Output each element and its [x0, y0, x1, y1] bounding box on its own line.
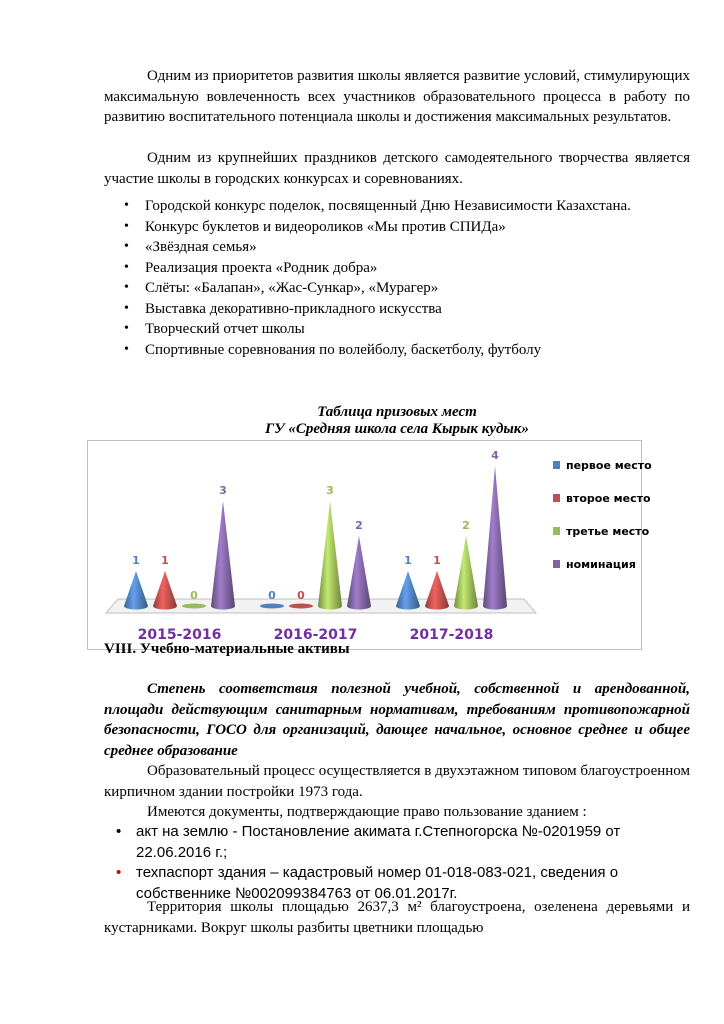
list-item: [104, 196, 690, 217]
legend-label: первое место: [566, 459, 652, 472]
documents-list: [104, 822, 690, 904]
cone-mark: [318, 501, 342, 610]
value-label: 0: [297, 589, 305, 602]
section-heading: VIII. Учебно-материальные активы: [104, 641, 350, 657]
cone-mark: [124, 571, 148, 610]
events-list: [104, 196, 690, 360]
value-label: 1: [404, 554, 412, 567]
bullet-icon: •: [124, 259, 129, 275]
list-item: [104, 340, 690, 361]
value-label: 2: [462, 519, 470, 532]
document-text: техпаспорт здания – кадастровый номер 01-018-083-021, сведения о собственнике №002099384763 от 06.01.2017г.: [136, 864, 619, 902]
cone-mark: [347, 536, 371, 610]
value-label: 0: [268, 589, 276, 602]
legend-label: третье место: [566, 525, 650, 538]
list-item: [104, 258, 690, 279]
value-label: 1: [132, 554, 140, 567]
bullet-icon: •: [124, 321, 129, 336]
event-text: Выставка декоративно-прикладного искусства: [145, 300, 442, 317]
value-label: 2: [355, 519, 363, 532]
list-item: [104, 237, 690, 258]
bullet-icon: •: [116, 864, 122, 881]
list-item: [104, 822, 690, 863]
documents-paragraph: Имеются документы, подтверждающие право пользование зданием :: [147, 804, 587, 820]
legend-swatch: [553, 527, 560, 535]
event-text: Городской конкурс поделок, посвященный Дню Независимости Казахстана.: [145, 198, 631, 214]
list-item: [104, 278, 690, 299]
legend-swatch: [553, 494, 560, 502]
intro-paragraph-1: Одним из приоритетов развития школы является развитие условий, стимулирующих максимальную вовлеченность всех участников образовательного процесса в работу по развитию воспитательного потенциала школы и достижения максимальных результатов.: [104, 68, 690, 125]
event-text: Творческий отчет школы: [145, 321, 305, 337]
bullet-icon: •: [124, 341, 129, 357]
legend-swatch: [553, 461, 560, 469]
chart-frame: [87, 440, 652, 650]
bullet-icon: •: [124, 218, 129, 234]
value-label: 3: [326, 484, 334, 497]
intro-paragraph-2: Одним из крупнейших праздников детского самодеятельного творчества является участие школы в городских конкурсах и соревнованиях.: [104, 150, 690, 187]
chart-subtitle: ГУ «Средняя школа села Кырык кудык»: [265, 421, 529, 437]
cone-mark: [182, 604, 206, 609]
bullet-icon: •: [124, 239, 129, 254]
cone-mark: [211, 501, 235, 610]
bold-paragraph: Степень соответствия полезной учебной, собственной и арендованной, площади действующим санитарным нормативам, требованиям противопожарной безопасности, ГОСО для организаций, дающее начальное, основное среднее и общее среднее образование: [104, 681, 690, 759]
event-text: «Звёздная семья»: [145, 239, 257, 255]
chart-title: Таблица призовых мест: [317, 404, 477, 420]
value-label: 1: [433, 554, 441, 567]
bullet-icon: •: [116, 823, 122, 840]
category-label: 2017-2018: [409, 627, 494, 643]
cone-mark: [454, 536, 478, 610]
legend-label: номинация: [566, 558, 636, 571]
list-item: [104, 217, 690, 238]
legend-swatch: [553, 560, 560, 568]
document-text: акт на землю - Постановление акимата г.Степногорска №-0201959 от 22.06.2016 г.;: [136, 823, 621, 861]
territory-paragraph: Территория школы площадью 2637,3 м² благоустроена, озеленена деревьями и кустарниками. Вокруг школы разбиты цветники площадью: [104, 899, 690, 936]
category-label: 2016-2017: [273, 627, 358, 643]
cone-mark: [289, 604, 313, 609]
legend-label: второе место: [566, 492, 651, 505]
value-label: 4: [491, 449, 499, 462]
event-text: Спортивные соревнования по волейболу, баскетболу, футболу: [145, 341, 542, 358]
bullet-icon: •: [124, 300, 129, 316]
prize-chart: [88, 441, 652, 649]
cone-mark: [425, 571, 449, 610]
event-text: Реализация проекта «Родник добра»: [145, 259, 378, 276]
event-text: Конкурс буклетов и видеороликов «Мы против СПИДа»: [145, 218, 506, 235]
event-text: Слёты: «Балапан», «Жас-Сункар», «Мурагер»: [145, 280, 439, 296]
value-label: 3: [219, 484, 227, 497]
list-item: [104, 319, 690, 340]
cone-mark: [260, 604, 284, 609]
bullet-icon: •: [124, 198, 129, 213]
value-label: 1: [161, 554, 169, 567]
bullet-icon: •: [124, 280, 129, 295]
cone-mark: [153, 571, 177, 610]
value-label: 0: [190, 589, 198, 602]
cone-mark: [396, 571, 420, 610]
category-label: 2015-2016: [137, 627, 222, 643]
list-item: [104, 299, 690, 320]
cone-mark: [483, 466, 507, 610]
building-paragraph: Образовательный процесс осуществляется в двухэтажном типовом благоустроенном кирпичном здании постройки 1973 года.: [104, 763, 690, 800]
